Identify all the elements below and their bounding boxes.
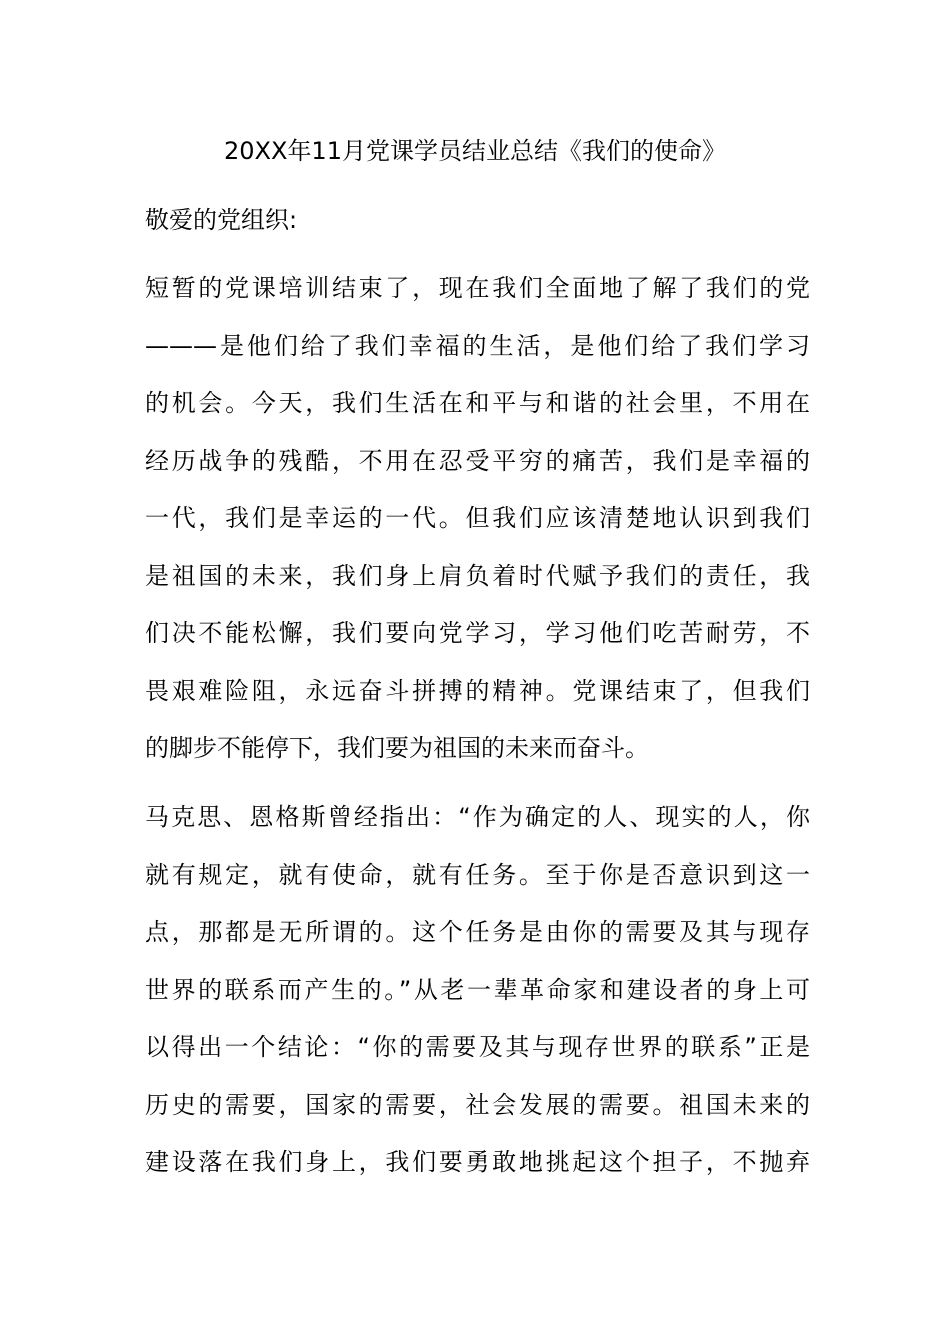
text-line: 马克思、恩格斯曾经指出：“作为确定的人、现实的人，你 (145, 803, 810, 831)
text-line: 的脚步不能停下，我们要为祖国的未来而奋斗。 (145, 734, 649, 762)
text-line: 就有规定，就有使命，就有任务。至于你是否意识到这一 (145, 860, 810, 889)
text-line: 建设落在我们身上，我们要勇敢地挑起这个担子，不抛弃 (145, 1148, 810, 1176)
text-line: 一代，我们是幸运的一代。但我们应该清楚地认识到我们 (145, 504, 810, 532)
text-line: ———是他们给了我们幸福的生活，是他们给了我们学习 (145, 331, 810, 360)
body-paragraph-2 (145, 797, 810, 1200)
text-line: 是祖国的未来，我们身上肩负着时代赋予我们的责任，我 (145, 561, 810, 590)
text-line: 们决不能松懈，我们要向党学习，学习他们吃苦耐劳，不 (145, 619, 810, 647)
text-line: 世界的联系而产生的。”从老一辈革命家和建设者的身上可 (145, 975, 810, 1004)
text-line: 畏艰难险阻，永远奋斗拼搏的精神。党课结束了，但我们 (145, 676, 810, 705)
text-line: 历史的需要，国家的需要，社会发展的需要。祖国未来的 (145, 1090, 810, 1119)
body-paragraph-1 (145, 268, 810, 786)
text-line: 以得出一个结论：“你的需要及其与现存世界的联系”正是 (145, 1033, 810, 1061)
salutation: 敬爱的党组织: (145, 206, 298, 234)
text-line: 的机会。今天，我们生活在和平与和谐的社会里，不用在 (145, 389, 810, 417)
document-title: 20XX年11月党课学员结业总结《我们的使命》 (224, 137, 726, 165)
text-line: 经历战争的残酷，不用在忍受平穷的痛苦，我们是幸福的 (145, 446, 810, 475)
text-line: 短暂的党课培训结束了，现在我们全面地了解了我们的党 (145, 274, 810, 302)
text-line: 点，那都是无所谓的。这个任务是由你的需要及其与现存 (145, 918, 810, 946)
